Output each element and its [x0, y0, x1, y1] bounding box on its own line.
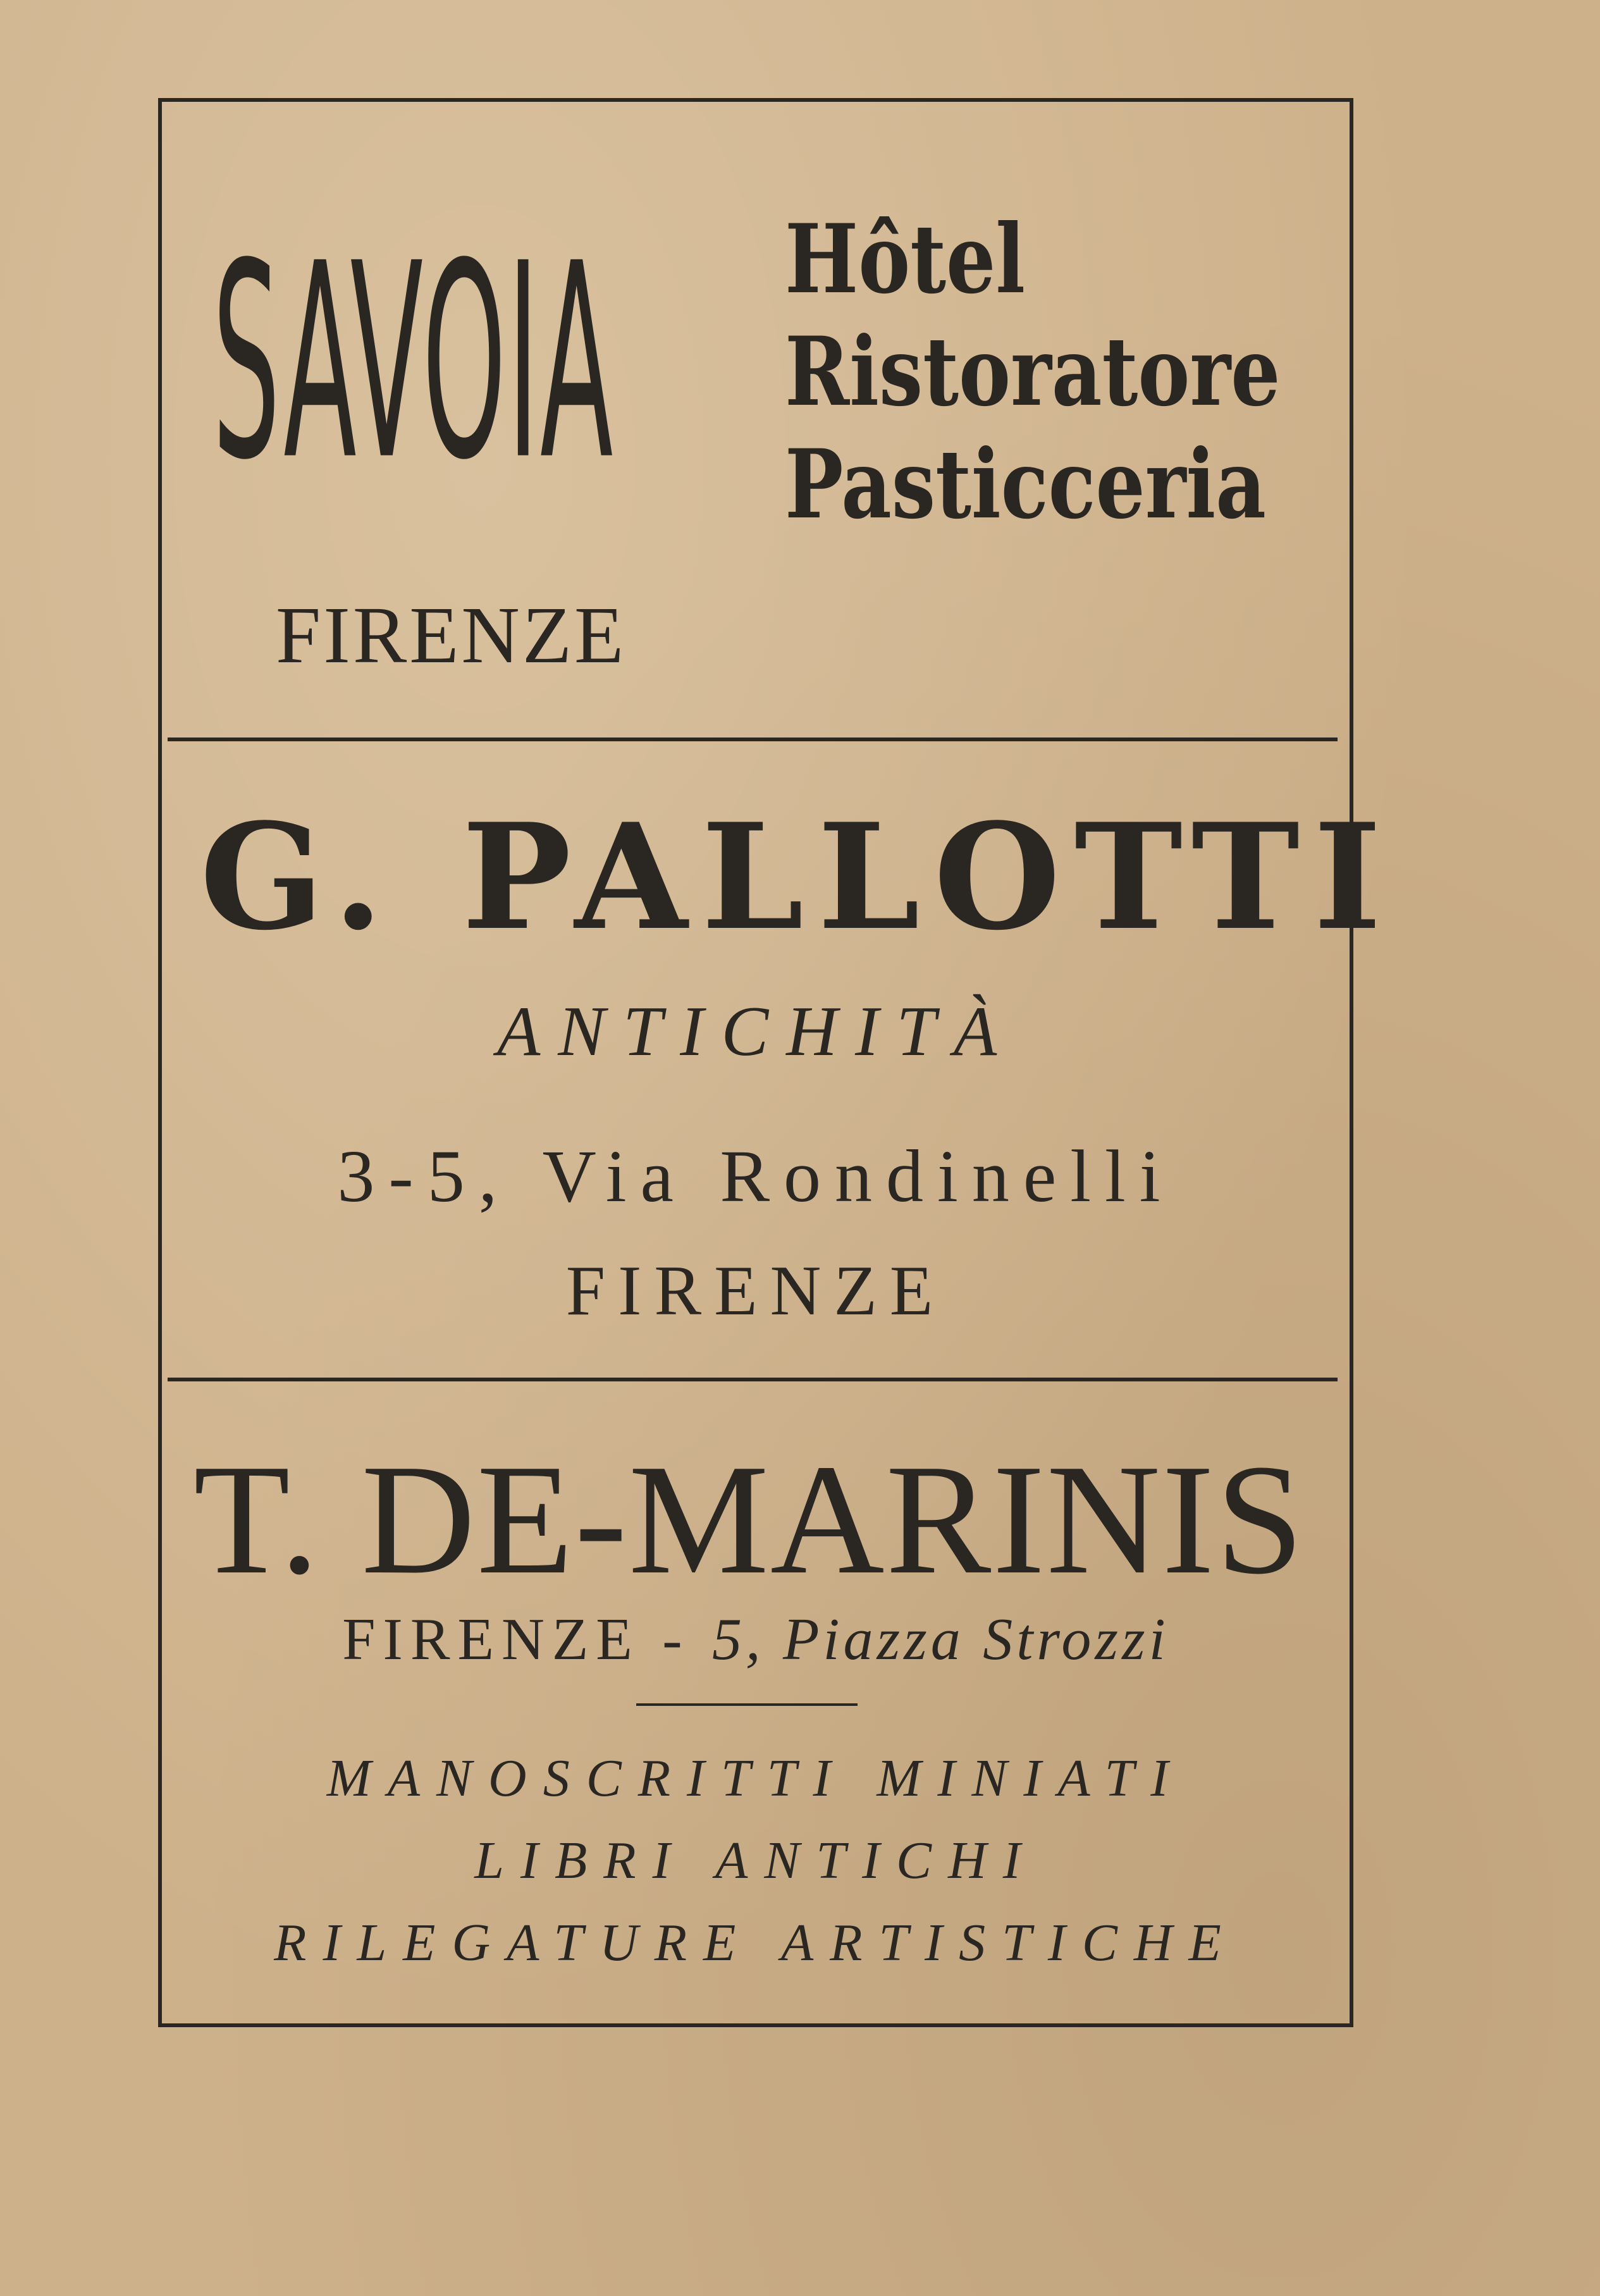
divider-rule — [168, 1378, 1338, 1381]
pallotti-address: 3-5, Via Rondinelli — [337, 1135, 1174, 1218]
pallotti-name: G. PALLOTTI — [200, 792, 1396, 963]
demarinis-city: FIRENZE - — [342, 1607, 690, 1672]
savoia-city: FIRENZE — [276, 590, 627, 680]
demarinis-item: LIBRI ANTICHI — [474, 1831, 1037, 1890]
savoia-advertisement — [162, 102, 1350, 734]
savoia-service-hotel: Hôtel — [785, 204, 1026, 315]
pallotti-subtitle: ANTICHITÀ — [496, 992, 1015, 1071]
savoia-name: SAVOIA — [212, 206, 615, 519]
short-divider — [636, 1703, 858, 1706]
demarinis-advertisement — [162, 1387, 1350, 2020]
demarinis-address: 5, Piazza Strozzi — [712, 1607, 1169, 1672]
demarinis-name: T. DE-MARINIS — [194, 1432, 1305, 1607]
savoia-service-restaurant: Ristoratore — [785, 316, 1281, 428]
demarinis-address-line — [162, 1605, 1350, 1674]
pallotti-advertisement — [162, 744, 1396, 1377]
pallotti-city: FIRENZE — [565, 1252, 946, 1330]
demarinis-item: RILEGATURE ARTISTICHE — [274, 1913, 1238, 1972]
savoia-services — [785, 203, 1280, 541]
demarinis-item: MANOSCRITTI MINIATI — [326, 1749, 1185, 1808]
divider-rule — [168, 738, 1338, 741]
savoia-service-pastry: Pasticceria — [785, 429, 1266, 540]
